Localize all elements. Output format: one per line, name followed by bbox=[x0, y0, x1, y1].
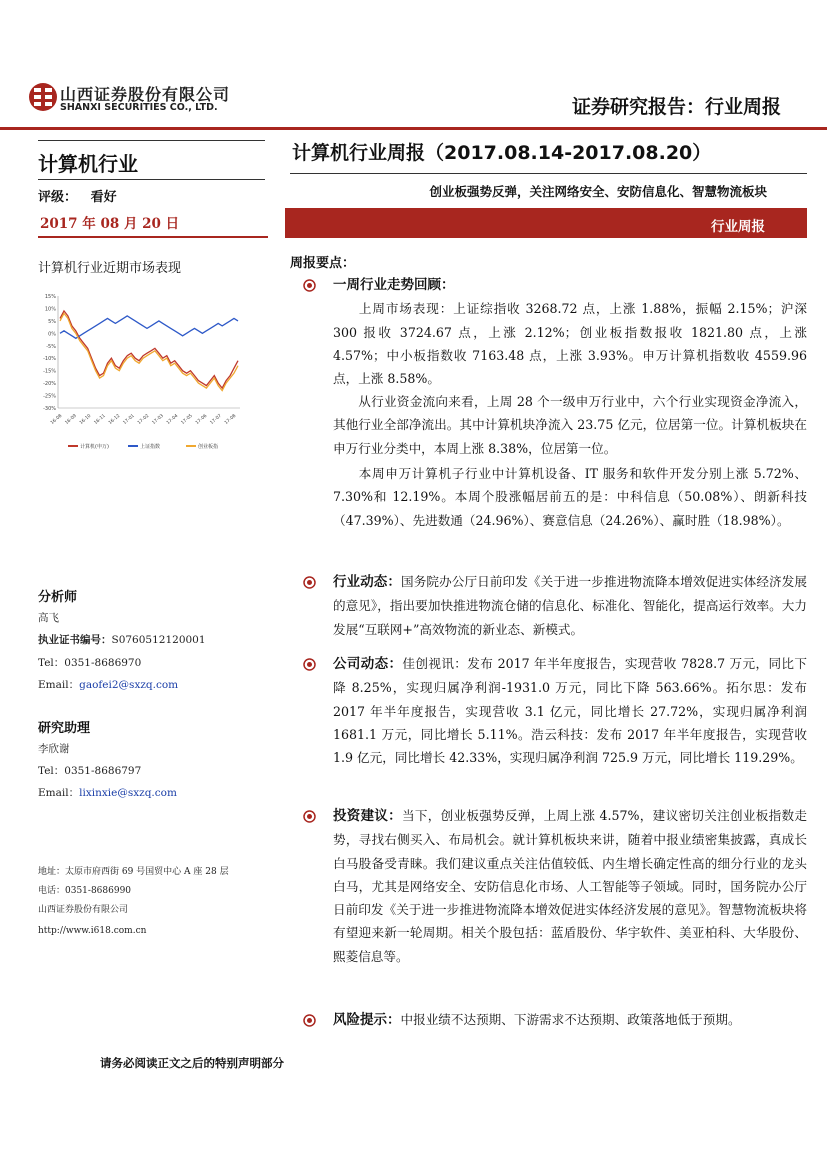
assistant-tel: Tel：0351-8686797 bbox=[38, 765, 142, 777]
analyst-heading: 分析师 bbox=[38, 590, 78, 605]
bullet-icon bbox=[303, 1014, 316, 1027]
market-performance-chart bbox=[38, 288, 246, 458]
divider bbox=[38, 140, 265, 141]
section-industry-news: 行业动态：国务院办公厅日前印发《关于进一步推进物流降本增效促进实体经济发展的意见》，指出要加快推进物流仓储的信息化、标准化、智能化，提高运行效率。大力发展“互联网+”高效物流的新业态、新模式。 bbox=[333, 574, 808, 637]
x-tick-label: 16-08 bbox=[50, 413, 64, 426]
y-tick-label: 0% bbox=[48, 331, 56, 338]
section-investment-advice: 投资建议：当下，创业板强势反弹，上周上涨 4.57%，建议密切关注创业板指数走势，寻找右侧买入、布局机会。就计算机板块来讲，随着中报业绩密集披露，真成长白马股备受青睐。我们建议重点关注估值较低、内生增长确定性高的细分行业的龙头白马，尤其是网络安全、安防信息化市场、人工智能等子领域。同时，国务院办公厅日前印发《关于进一步推进物流降本增效促进实体经济发展的意见》。智慧物流板块将有望迎来新一轮周期。相关个股包括：蓝盾股份、华宇软件、美亚柏科、大华股份、熙菱信息等。 bbox=[333, 808, 807, 964]
section-heading: 风险提示： bbox=[333, 1012, 401, 1028]
rating-value: 看好 bbox=[90, 190, 117, 205]
bullet-icon bbox=[303, 658, 316, 671]
assistant-email-row: Email：lixinxie@sxzq.com bbox=[38, 787, 177, 799]
analyst-email-row: Email：gaofei2@sxzq.com bbox=[38, 679, 179, 691]
chart-title: 计算机行业近期市场表现 bbox=[38, 261, 182, 276]
disclaimer-note: 请务必阅读正文之后的特别声明部分 bbox=[100, 1056, 284, 1070]
section-heading: 一周行业走势回顾： bbox=[333, 277, 455, 293]
y-tick-label: -15% bbox=[43, 368, 56, 375]
assistant-heading: 研究助理 bbox=[38, 721, 91, 736]
company-name-en: SHANXI SECURITIES CO., LTD. bbox=[60, 102, 218, 113]
x-tick-label: 17-08 bbox=[224, 413, 238, 426]
x-tick-label: 16-11 bbox=[93, 413, 107, 426]
phone: 电话：0351-8686990 bbox=[38, 886, 132, 896]
divider bbox=[38, 179, 265, 180]
section-fund-flow: 从行业资金流向来看，上周 28 个一级申万行业中，六个行业实现资金净流入，其他行业全部净流出。其中计算机块净流入 23.75 亿元，位居第一位。计算机板块在申万行业分类中，本周上涨 8.38%，位居第一位。 bbox=[333, 394, 807, 456]
y-tick-label: 10% bbox=[44, 306, 56, 313]
report-subtitle: 创业板强势反弹，关注网络安全、安防信息化、智慧物流板块 bbox=[429, 184, 767, 199]
y-tick-label: 5% bbox=[48, 318, 56, 325]
section-bar-label: 行业周报 bbox=[711, 219, 765, 235]
company-logo-icon bbox=[28, 80, 58, 114]
company-name-cn: 山西证券股份有限公司 bbox=[60, 85, 231, 104]
report-type: 证券研究报告：行业周报 bbox=[571, 96, 781, 118]
y-tick-label: 15% bbox=[44, 294, 56, 300]
report-title: 计算机行业周报（2017.08.14-2017.08.20） bbox=[292, 142, 712, 164]
bullet-icon bbox=[303, 576, 316, 589]
summary-heading: 周报要点： bbox=[290, 256, 356, 271]
legend-label: 创业板指 bbox=[198, 444, 219, 450]
x-tick-label: 17-04 bbox=[166, 413, 180, 426]
section-heading: 投资建议： bbox=[333, 808, 402, 824]
x-tick-label: 17-07 bbox=[209, 413, 223, 426]
x-tick-label: 17-03 bbox=[151, 413, 165, 426]
bullet-icon bbox=[303, 810, 316, 823]
x-tick-label: 16-09 bbox=[64, 413, 78, 426]
bullet-icon bbox=[303, 279, 316, 292]
company-website[interactable]: http://www.i618.com.cn bbox=[38, 926, 147, 936]
y-tick-label: -30% bbox=[43, 406, 56, 412]
analyst-name: 高飞 bbox=[38, 612, 59, 624]
company-footer-name: 山西证券股份有限公司 bbox=[38, 905, 129, 915]
x-tick-label: 16-12 bbox=[108, 413, 122, 426]
section-risk: 风险提示：中报业绩不达预期、下游需求不达预期、政策落地低于预期。 bbox=[333, 1012, 741, 1028]
report-date: 2017 年 08 月 20 日 bbox=[40, 216, 180, 232]
legend-label: 计算机(申万) bbox=[80, 444, 109, 450]
section-company-news: 公司动态：佳创视讯：发布 2017 年半年度报告，实现营收 7828.7 万元，同比下降 8.25%，实现归属净利润-1931.0 万元，同比下降 563.66%。拓尔思：发布 2017 年半年度报告，实现营收 3.1 亿元，同比增长 27.72%，实现归属净利润 1681.1 万元，同比增长 5.11%。浩云科技：发布 2017 年半年度报告，实现营收 1.9 亿元，同比增长 42.33%，实现归属净利润 725.9 万元，同比增长 119.29%。 bbox=[333, 656, 808, 766]
rating: 评级： 看好 bbox=[38, 190, 117, 205]
series-line bbox=[60, 316, 238, 338]
assistant-name: 李欣谢 bbox=[38, 743, 70, 755]
y-tick-label: -20% bbox=[43, 381, 56, 388]
x-tick-label: 16-10 bbox=[79, 413, 93, 426]
assistant-email-link[interactable]: lixinxie@sxzq.com bbox=[79, 787, 177, 799]
analyst-tel: Tel：0351-8686970 bbox=[38, 657, 142, 669]
y-tick-label: -25% bbox=[43, 393, 56, 400]
x-tick-label: 17-06 bbox=[195, 413, 209, 426]
section-sub-industry: 本周申万计算机子行业中计算机设备、IT 服务和软件开发分别上涨 5.72%、7.30%和 12.19%。本周个股涨幅居前五的是：中科信息（50.08%）、朗新科技（47.39%）、先进数通（24.96%）、赛意信息（24.26%）、赢时胜（18.98%）。 bbox=[333, 466, 807, 528]
section-trend-review: 一周行业走势回顾： 上周市场表现：上证综指收 3268.72 点，上涨 1.88%，振幅 2.15%；沪深 300 报收 3724.67 点，上涨 2.12%；创业板指数报收 1821.80 点，上涨 4.57%；中小板指数收 7163.48 点，上涨 3.93%。申万计算机指数收 4559.96 点，上涨 8.58%。 bbox=[333, 277, 807, 387]
section-heading: 公司动态： bbox=[333, 656, 403, 672]
x-tick-label: 17-02 bbox=[137, 413, 151, 426]
y-tick-label: -10% bbox=[43, 356, 56, 363]
header-rule bbox=[0, 127, 827, 130]
x-tick-label: 17-01 bbox=[122, 413, 136, 426]
legend-label: 上证指数 bbox=[140, 444, 161, 450]
y-tick-label: -5% bbox=[46, 343, 56, 350]
address: 地址：太原市府西街 69 号国贸中心 A 座 28 层 bbox=[38, 867, 229, 877]
divider bbox=[290, 173, 807, 174]
cert-number: 执业证书编号：S0760512120001 bbox=[38, 634, 206, 646]
analyst-email-link[interactable]: gaofei2@sxzq.com bbox=[79, 679, 179, 691]
x-tick-label: 17-05 bbox=[180, 413, 194, 426]
section-heading: 行业动态： bbox=[333, 574, 401, 590]
industry-name: 计算机行业 bbox=[38, 152, 138, 176]
